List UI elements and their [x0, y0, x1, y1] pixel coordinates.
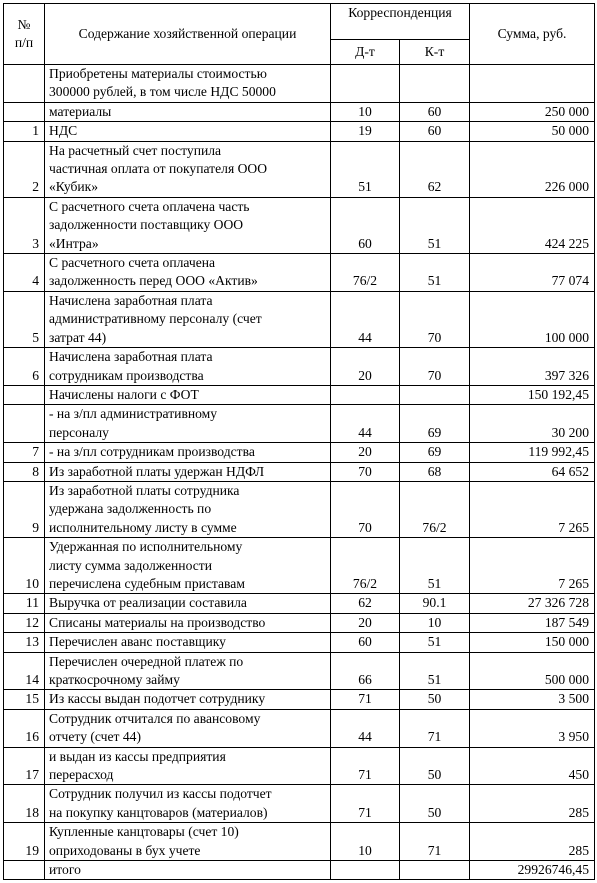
operation-content: [45, 652, 331, 690]
operation-line: - на з/пл сотрудникам производства: [49, 444, 255, 460]
operation-line: административному персоналу (счет: [49, 311, 262, 327]
row-number: [4, 385, 45, 404]
operation-content: [45, 462, 331, 481]
credit-account: 51: [400, 197, 470, 253]
credit-account: 51: [400, 254, 470, 292]
table-row: [4, 481, 595, 537]
row-number: 4: [4, 254, 45, 292]
operation-content: [45, 443, 331, 462]
operation-line: листу сумма задолженности: [49, 557, 212, 573]
debit-account: [331, 65, 400, 103]
operation-line: оприходованы в бух учете: [49, 842, 201, 858]
header-number: № п/п: [4, 4, 45, 65]
table-row: [4, 633, 595, 652]
debit-account: 66: [331, 652, 400, 690]
operation-line: частичная оплата от покупателя ООО: [49, 161, 268, 177]
operation-line: итого: [49, 862, 81, 878]
operation-content: [45, 254, 331, 292]
operation-line: Из кассы выдан подотчет сотруднику: [49, 691, 266, 707]
debit-account: 44: [331, 291, 400, 347]
operation-content: [45, 405, 331, 443]
credit-account: 50: [400, 690, 470, 709]
row-number: 9: [4, 481, 45, 537]
credit-account: [400, 65, 470, 103]
credit-account: 69: [400, 405, 470, 443]
row-number: 19: [4, 823, 45, 861]
operation-content: [45, 141, 331, 197]
operation-line: задолженность перед ООО «Актив»: [49, 273, 258, 289]
row-number: 7: [4, 443, 45, 462]
debit-account: 60: [331, 197, 400, 253]
amount: 3 500: [470, 690, 595, 709]
row-number: 10: [4, 538, 45, 594]
operation-line: НДС: [49, 123, 78, 139]
debit-account: 20: [331, 443, 400, 462]
row-number: [4, 405, 45, 443]
operation-line: перерасход: [49, 767, 114, 783]
credit-account: 50: [400, 785, 470, 823]
header-debit: Д-т: [331, 40, 400, 65]
table-row: [4, 785, 595, 823]
debit-account: 71: [331, 747, 400, 785]
row-number: 3: [4, 197, 45, 253]
table-row: [4, 122, 595, 141]
row-number: 17: [4, 747, 45, 785]
row-number: 2: [4, 141, 45, 197]
debit-account: 62: [331, 594, 400, 613]
row-number: 8: [4, 462, 45, 481]
amount: 226 000: [470, 141, 595, 197]
operation-line: отчету (счет 44): [49, 729, 142, 745]
table-row: [4, 197, 595, 253]
debit-account: 44: [331, 405, 400, 443]
operation-line: «Кубик»: [49, 179, 99, 195]
operation-line: исполнительному листу в сумме: [49, 519, 237, 535]
operation-content: [45, 122, 331, 141]
table-row: [4, 594, 595, 613]
operation-line: - на з/пл административному: [49, 406, 218, 422]
amount: 3 950: [470, 709, 595, 747]
operation-content: [45, 709, 331, 747]
credit-account: 71: [400, 823, 470, 861]
operation-line: 300000 рублей, в том числе НДС 50000: [49, 84, 276, 100]
operation-line: краткосрочному займу: [49, 672, 180, 687]
operation-content: [45, 613, 331, 632]
operation-content: [45, 823, 331, 861]
credit-account: 69: [400, 443, 470, 462]
credit-account: 60: [400, 102, 470, 121]
amount: 7 265: [470, 481, 595, 537]
table-row: [4, 405, 595, 443]
credit-account: 51: [400, 538, 470, 594]
table-row: [4, 823, 595, 861]
credit-account: 10: [400, 613, 470, 632]
debit-account: 71: [331, 785, 400, 823]
operation-line: Начислена заработная плата: [49, 349, 213, 365]
operation-content: [45, 538, 331, 594]
credit-account: 50: [400, 747, 470, 785]
operation-content: [45, 291, 331, 347]
table-row: [4, 613, 595, 632]
operation-line: сотрудникам производства: [49, 367, 204, 383]
header-operation-content: Содержание хозяйственной операции: [45, 4, 331, 65]
amount: 500 000: [470, 652, 595, 690]
credit-account: 68: [400, 462, 470, 481]
operation-content: [45, 594, 331, 613]
operation-line: Сотрудник получил из кассы подотчет: [49, 786, 272, 802]
amount: 424 225: [470, 197, 595, 253]
operation-line: Начислены налоги с ФОТ: [49, 386, 199, 402]
debit-account: 10: [331, 102, 400, 121]
credit-account: [400, 861, 470, 880]
row-number: 6: [4, 348, 45, 386]
operation-line: и выдан из кассы предприятия: [49, 748, 226, 764]
operation-line: На расчетный счет поступила: [49, 142, 222, 158]
operation-line: Приобретены материалы стоимостью: [49, 66, 267, 81]
debit-account: 76/2: [331, 254, 400, 292]
amount: 250 000: [470, 102, 595, 121]
row-number: 16: [4, 709, 45, 747]
row-number: 11: [4, 594, 45, 613]
row-number: 12: [4, 613, 45, 632]
amount: 64 652: [470, 462, 595, 481]
debit-account: 76/2: [331, 538, 400, 594]
operation-content: [45, 197, 331, 253]
table-row: [4, 652, 595, 690]
debit-account: 60: [331, 633, 400, 652]
amount: 285: [470, 823, 595, 861]
operation-line: Перечислен очередной платеж по: [49, 653, 244, 669]
operation-content: [45, 102, 331, 121]
debit-account: 70: [331, 462, 400, 481]
row-number: [4, 861, 45, 880]
header-correspondence: Корреспонденция: [331, 4, 470, 40]
credit-account: 60: [400, 122, 470, 141]
operation-content: [45, 481, 331, 537]
operation-content: [45, 747, 331, 785]
table-row: [4, 102, 595, 121]
table-row: [4, 443, 595, 462]
credit-account: 76/2: [400, 481, 470, 537]
operation-line: С расчетного счета оплачена: [49, 255, 216, 271]
row-number: [4, 102, 45, 121]
table-row: [4, 348, 595, 386]
operation-line: материалы: [49, 103, 112, 119]
table-row: [4, 385, 595, 404]
amount: 397 326: [470, 348, 595, 386]
operation-content: [45, 861, 331, 880]
credit-account: 70: [400, 348, 470, 386]
operations-table: [3, 3, 595, 880]
debit-account: 19: [331, 122, 400, 141]
operation-line: на покупку канцтоваров (материалов): [49, 804, 268, 820]
operation-line: С расчетного счета оплачена часть: [49, 198, 250, 214]
operation-content: [45, 385, 331, 404]
table-row: [4, 254, 595, 292]
operation-line: Из заработной платы удержан НДФЛ: [49, 463, 265, 479]
debit-account: [331, 861, 400, 880]
operation-line: удержана задолженность по: [49, 501, 212, 517]
amount: 450: [470, 747, 595, 785]
operation-line: задолженности поставщику ООО: [49, 217, 244, 233]
operation-line: Выручка от реализации составила: [49, 595, 247, 611]
row-number: 14: [4, 652, 45, 690]
operations-body: [4, 65, 595, 880]
operation-content: [45, 633, 331, 652]
table-row: [4, 462, 595, 481]
operation-line: Начислена заработная плата: [49, 292, 213, 308]
amount: 150 192,45: [470, 385, 595, 404]
header-credit: К-т: [400, 40, 470, 65]
operation-line: персоналу: [49, 424, 109, 440]
operation-line: Купленные канцтовары (счет 10): [49, 824, 239, 840]
amount: [470, 65, 595, 103]
amount: 100 000: [470, 291, 595, 347]
row-number: 18: [4, 785, 45, 823]
credit-account: 62: [400, 141, 470, 197]
amount: 77 074: [470, 254, 595, 292]
table-row: [4, 861, 595, 880]
credit-account: 51: [400, 633, 470, 652]
operation-line: Списаны материалы на производство: [49, 614, 266, 630]
row-number: 5: [4, 291, 45, 347]
amount: 29926746,45: [470, 861, 595, 880]
credit-account: 51: [400, 652, 470, 690]
amount: 7 265: [470, 538, 595, 594]
debit-account: 70: [331, 481, 400, 537]
amount: 30 200: [470, 405, 595, 443]
debit-account: 20: [331, 348, 400, 386]
operation-line: перечислена судебным приставам: [49, 575, 245, 591]
credit-account: 70: [400, 291, 470, 347]
amount: 150 000: [470, 633, 595, 652]
header-sum: Сумма, руб.: [470, 4, 595, 65]
row-number: 1: [4, 122, 45, 141]
operation-line: Перечислен аванс поставщику: [49, 634, 226, 650]
operation-content: [45, 785, 331, 823]
amount: 187 549: [470, 613, 595, 632]
table-row: [4, 291, 595, 347]
debit-account: [331, 385, 400, 404]
amount: 119 992,45: [470, 443, 595, 462]
amount: 50 000: [470, 122, 595, 141]
row-number: 13: [4, 633, 45, 652]
operation-content: [45, 348, 331, 386]
operation-line: затрат 44): [49, 329, 107, 345]
operation-line: Из заработной платы сотрудника: [49, 482, 240, 498]
amount: 285: [470, 785, 595, 823]
debit-account: 71: [331, 690, 400, 709]
credit-account: 90.1: [400, 594, 470, 613]
table-row: [4, 709, 595, 747]
row-number: [4, 65, 45, 103]
credit-account: [400, 385, 470, 404]
table-row: [4, 690, 595, 709]
operation-line: Сотрудник отчитался по авансовому: [49, 710, 261, 726]
amount: 27 326 728: [470, 594, 595, 613]
table-row: [4, 141, 595, 197]
debit-account: 20: [331, 613, 400, 632]
operation-content: [45, 65, 331, 103]
operation-line: Удержанная по исполнительному: [49, 539, 243, 555]
debit-account: 44: [331, 709, 400, 747]
credit-account: 71: [400, 709, 470, 747]
table-row: [4, 538, 595, 594]
debit-account: 10: [331, 823, 400, 861]
row-number: 15: [4, 690, 45, 709]
operation-content: [45, 690, 331, 709]
table-row: [4, 747, 595, 785]
debit-account: 51: [331, 141, 400, 197]
table-row: [4, 65, 595, 103]
operation-line: «Интра»: [49, 235, 99, 251]
